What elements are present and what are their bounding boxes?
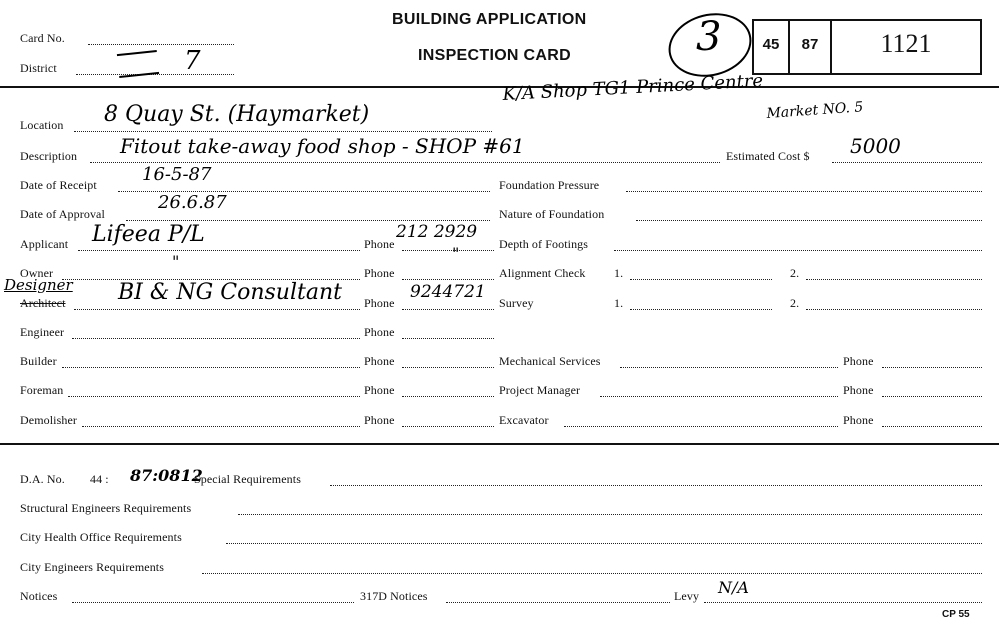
- builder-field[interactable]: [62, 367, 360, 368]
- architect-phone-label: Phone: [364, 296, 395, 310]
- location-field[interactable]: [74, 131, 492, 132]
- city-engineers-label: City Engineers Requirements: [20, 560, 165, 574]
- levy-field[interactable]: [704, 602, 982, 603]
- project-manager-phone-field[interactable]: [882, 396, 982, 397]
- depth-footings-field[interactable]: [614, 250, 982, 251]
- da-no-label: D.A. No.: [20, 472, 65, 486]
- circled-number: 3: [696, 14, 722, 60]
- location-label: Location: [20, 118, 64, 132]
- applicant-field[interactable]: [78, 250, 360, 251]
- district-value: 7: [184, 46, 201, 76]
- owner-value: ": [172, 252, 180, 271]
- foreman-label: Foreman: [20, 383, 64, 397]
- description-label: Description: [20, 149, 78, 163]
- mechanical-services-label: Mechanical Services: [499, 354, 601, 368]
- alignment-check-1-field[interactable]: [630, 279, 772, 280]
- foreman-phone-field[interactable]: [402, 396, 494, 397]
- estimated-cost-value: 5000: [850, 134, 901, 158]
- architect-field[interactable]: [74, 309, 360, 310]
- file-number-part-2: 87: [801, 36, 819, 53]
- survey-2-field[interactable]: [806, 309, 982, 310]
- structural-field[interactable]: [238, 514, 982, 515]
- foundation-pressure-field[interactable]: [626, 191, 982, 192]
- alignment-check-label: Alignment Check: [499, 266, 586, 280]
- special-requirements-field[interactable]: [330, 485, 982, 486]
- da-value: 87:0812: [130, 466, 203, 485]
- description-field[interactable]: [90, 162, 720, 163]
- card-no-field[interactable]: [88, 44, 234, 45]
- excavator-phone-label: Phone: [843, 413, 874, 427]
- da-prefix: 44 :: [90, 472, 109, 486]
- file-number-part-3: 1121: [880, 29, 932, 58]
- estimated-cost-label: Estimated Cost $: [726, 149, 810, 163]
- architect-label: Architect: [20, 296, 66, 310]
- builder-phone-label: Phone: [364, 354, 395, 368]
- form-title-line2: INSPECTION CARD: [418, 47, 571, 64]
- file-number-part-1: 45: [762, 36, 780, 53]
- architect-correction: Designer: [4, 276, 73, 294]
- applicant-value: Lifeea P/L: [92, 222, 205, 247]
- owner-phone-value: ": [452, 244, 460, 263]
- location-note-line1: K/A Shop TG1 Prince Centre: [502, 70, 764, 105]
- survey-1-label: 1.: [614, 296, 624, 310]
- file-number-box: [752, 19, 982, 75]
- architect-phone-value: 9244721: [410, 282, 486, 302]
- alignment-check-2-label: 2.: [790, 266, 800, 280]
- notices-label: Notices: [20, 589, 58, 603]
- notices-317d-label: 317D Notices: [360, 589, 428, 603]
- notices-field[interactable]: [72, 602, 354, 603]
- date-receipt-value: 16-5-87: [142, 164, 212, 185]
- project-manager-field[interactable]: [600, 396, 838, 397]
- depth-footings-label: Depth of Footings: [499, 237, 589, 251]
- engineer-field[interactable]: [72, 338, 360, 339]
- special-requirements-label: Special Requirements: [194, 472, 301, 486]
- mechanical-services-phone-field[interactable]: [882, 367, 982, 368]
- district-label: District: [20, 61, 57, 75]
- structural-label: Structural Engineers Requirements: [20, 501, 192, 515]
- applicant-phone-label: Phone: [364, 237, 395, 251]
- mechanical-services-field[interactable]: [620, 367, 838, 368]
- card-no-label: Card No.: [20, 31, 65, 45]
- excavator-label: Excavator: [499, 413, 549, 427]
- excavator-phone-field[interactable]: [882, 426, 982, 427]
- nature-foundation-label: Nature of Foundation: [499, 207, 605, 221]
- alignment-check-1-label: 1.: [614, 266, 624, 280]
- divider-bottom: [0, 443, 999, 445]
- survey-label: Survey: [499, 296, 534, 310]
- levy-value: N/A: [718, 578, 749, 597]
- demolisher-phone-label: Phone: [364, 413, 395, 427]
- applicant-phone-value: 212 2929: [396, 222, 478, 242]
- form-code: CP 55: [942, 609, 970, 620]
- engineer-phone-field[interactable]: [402, 338, 494, 339]
- levy-label: Levy: [674, 589, 700, 603]
- location-value: 8 Quay St. (Haymarket): [104, 102, 370, 127]
- alignment-check-2-field[interactable]: [806, 279, 982, 280]
- divider-top: [0, 86, 999, 88]
- architect-phone-field[interactable]: [402, 309, 494, 310]
- excavator-field[interactable]: [564, 426, 838, 427]
- project-manager-label: Project Manager: [499, 383, 581, 397]
- date-approval-label: Date of Approval: [20, 207, 105, 221]
- date-approval-field[interactable]: [126, 220, 490, 221]
- owner-label: Owner: [20, 266, 54, 280]
- city-engineers-field[interactable]: [202, 573, 982, 574]
- struck-out-mark: [117, 50, 159, 78]
- owner-phone-field[interactable]: [402, 279, 494, 280]
- demolisher-phone-field[interactable]: [402, 426, 494, 427]
- estimated-cost-field[interactable]: [832, 162, 982, 163]
- project-manager-phone-label: Phone: [843, 383, 874, 397]
- foreman-field[interactable]: [68, 396, 360, 397]
- demolisher-label: Demolisher: [20, 413, 77, 427]
- foreman-phone-label: Phone: [364, 383, 395, 397]
- notices-317d-field[interactable]: [446, 602, 670, 603]
- applicant-phone-field[interactable]: [402, 250, 494, 251]
- health-field[interactable]: [226, 543, 982, 544]
- nature-foundation-field[interactable]: [636, 220, 982, 221]
- builder-label: Builder: [20, 354, 57, 368]
- demolisher-field[interactable]: [82, 426, 360, 427]
- applicant-label: Applicant: [20, 237, 69, 251]
- date-receipt-label: Date of Receipt: [20, 178, 97, 192]
- builder-phone-field[interactable]: [402, 367, 494, 368]
- survey-1-field[interactable]: [630, 309, 772, 310]
- location-note-line2: Market NO. 5: [766, 99, 864, 122]
- engineer-phone-label: Phone: [364, 325, 395, 339]
- survey-2-label: 2.: [790, 296, 800, 310]
- description-value: Fitout take-away food shop - SHOP #61: [120, 134, 525, 158]
- mechanical-services-phone-label: Phone: [843, 354, 874, 368]
- foundation-pressure-label: Foundation Pressure: [499, 178, 600, 192]
- health-label: City Health Office Requirements: [20, 530, 182, 544]
- date-approval-value: 26.6.87: [158, 192, 227, 213]
- form-title-line1: BUILDING APPLICATION: [392, 11, 587, 28]
- owner-phone-label: Phone: [364, 266, 395, 280]
- architect-value: BI & NG Consultant: [118, 280, 342, 305]
- engineer-label: Engineer: [20, 325, 65, 339]
